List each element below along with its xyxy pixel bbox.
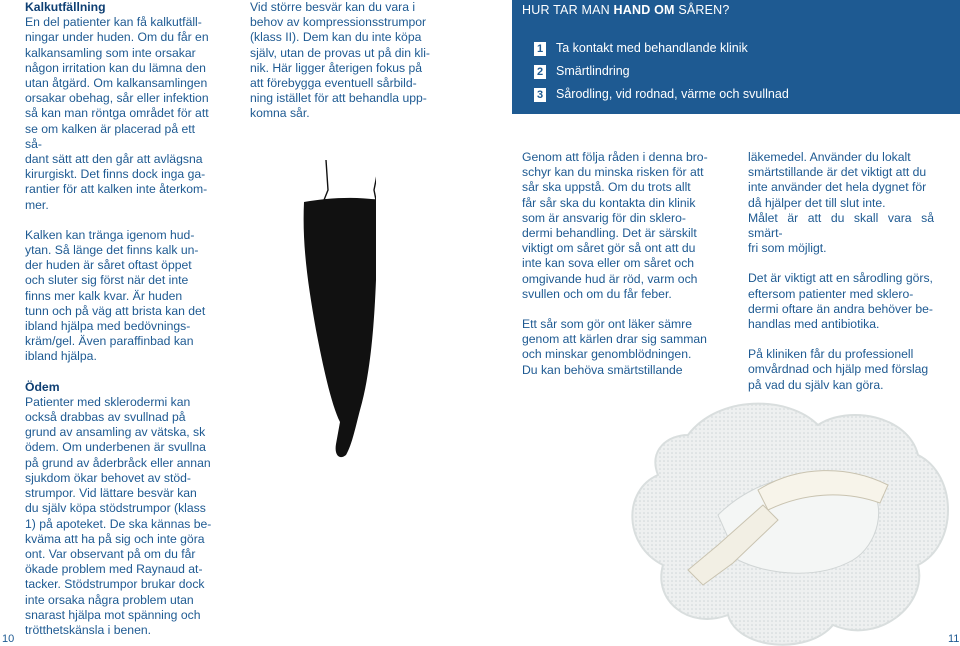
text-line: inte kan sova eller om såret och: [522, 256, 695, 271]
paragraph-rad: [522, 150, 712, 302]
text-line: (klass II). Dem kan du inte köpa: [250, 30, 422, 45]
paragraph-odem: [25, 395, 213, 638]
text-line: fri som möjligt.: [748, 241, 827, 256]
text-line: Genom att följa råden i denna bro-: [522, 150, 708, 164]
text-line: dermi behandling. Det är särskilt: [522, 226, 697, 241]
text-line: viktigt om såret gör så ont att du: [522, 241, 696, 256]
text-line: eftersom patienter med sklero-: [748, 286, 914, 301]
text-line: utan åtgärd. Om kalkansamlingen: [25, 76, 208, 91]
text-line: schyr kan du minska risken för att: [522, 165, 704, 180]
text-line: omvårdnad och hjälp med förslag: [748, 362, 929, 377]
column-right-1: [522, 150, 712, 378]
text-line: på grund av åderbråck eller annan: [25, 455, 211, 470]
text-line: Du kan behöva smärtstillande: [522, 362, 683, 377]
text-line: nik. Här ligger återigen fokus på: [250, 60, 423, 75]
text-line: du själv köpa stödstrumpor (klass: [25, 501, 206, 516]
text-line: Patienter med sklerodermi kan: [25, 394, 191, 409]
text-line: inte använder det hela dygnet för: [748, 180, 927, 195]
heading-kalkutfallning: Kalkutfällning: [25, 0, 106, 14]
text-line: På kliniken får du professionell: [748, 347, 914, 362]
paragraph-kalk-1: [25, 15, 213, 213]
text-line: sår ska uppstå. Om du trots allt: [522, 180, 691, 195]
text-line: finns mer kalk kvar. Är huden: [25, 288, 183, 303]
text-line: komna sår.: [250, 106, 310, 121]
paragraph-kliniken: [748, 347, 934, 393]
text-line: ökade problem med Raynaud at-: [25, 562, 203, 577]
text-line: ibland hjälpa.: [25, 349, 97, 364]
text-line: kväma att ha på sig och inte göra: [25, 531, 205, 546]
text-line: tacker. Stödstrumpor brukar dock: [25, 577, 205, 592]
paragraph-lakemedel: [748, 150, 934, 256]
text-line: ont. Var observant på om du får: [25, 546, 196, 561]
text-line: läkemedel. Använder du lokalt: [748, 150, 911, 164]
text-line: behov av kompressionsstrumpor: [250, 15, 427, 30]
text-line: kalkansamling som inte orsakar: [25, 45, 196, 60]
text-line: smärtstillande är det viktigt att du: [748, 165, 927, 180]
text-line: genom att kärlen drar sig samman: [522, 332, 707, 347]
text-line: Det är viktigt att en sårodling görs,: [748, 271, 933, 286]
text-line: som är ansvarig för din sklero-: [522, 210, 686, 225]
text-line: själv, utan de provas ut på din kli-: [250, 45, 430, 60]
text-line: strumpor. Vid lättare besvär kan: [25, 486, 197, 501]
text-line: någon irritation kan du lämna den: [25, 60, 206, 75]
text-line: ödem. Om underbenen är svullna: [25, 440, 206, 455]
text-line: Kalken kan tränga igenom hud-: [25, 227, 195, 242]
text-line: och sluter sig först när det inte: [25, 273, 189, 288]
text-line: så kan man röntga området för att: [25, 106, 209, 121]
column-right-2: [748, 150, 934, 393]
paragraph-kompression: [250, 0, 450, 122]
info-box-item-2: 2 Smärtlindring: [534, 63, 630, 79]
paragraph-sarodling: [748, 271, 934, 332]
text-line: dermi oftare än andra behöver be-: [748, 301, 933, 316]
info-box-title: HUR TAR MAN HAND OM SÅREN?: [522, 3, 730, 17]
text-line: ningar under huden. Om du får en: [25, 30, 209, 45]
page-number-left: 10: [2, 633, 15, 645]
text-line: och minskar genomblödningen.: [522, 347, 692, 362]
compression-stocking-image: [296, 160, 376, 460]
info-box-wound-care: [512, 0, 960, 114]
text-line: grund av ansamling av vätska, sk: [25, 425, 206, 440]
column-left-2: [250, 0, 450, 122]
text-line: se om kalken är placerad på ett så-: [25, 121, 196, 151]
text-line: inte orsaka några problem utan: [25, 592, 194, 607]
text-line: då hjälper det till slut inte.: [748, 195, 886, 210]
text-line: En del patienter kan få kalkutfäll-: [25, 15, 202, 30]
text-line: rantier för att kalken inte återkom-: [25, 182, 208, 197]
text-line: ibland hjälpa med bedövnings-: [25, 319, 191, 334]
info-box-item-3: 3 Sårodling, vid rodnad, värme och svullnad: [534, 86, 789, 102]
text-line: sjukdom ökar behovet av stöd-: [25, 470, 191, 485]
heading-odem: Ödem: [25, 379, 60, 394]
text-line: dant sätt att den går att avlägsna: [25, 152, 203, 167]
paragraph-kalk-2: [25, 228, 213, 365]
text-line: kirurgiskt. Det finns dock inga ga-: [25, 167, 206, 182]
page-number-right: 11: [948, 633, 960, 645]
text-line: trötthetskänsla i benen.: [25, 622, 152, 637]
text-line: kräm/gel. Även paraffinbad kan: [25, 334, 194, 349]
text-line: handlas med antibiotika.: [748, 317, 880, 332]
text-line: snarast hjälpa mot spänning och: [25, 607, 201, 622]
wound-dressing-patch-image: [618, 395, 960, 646]
text-line: Vid större besvär kan du vara i: [250, 0, 416, 14]
text-line: mer.: [25, 197, 49, 212]
text-line: der huden är såret oftast öppet: [25, 258, 192, 273]
text-line: ning istället för att behandla upp-: [250, 91, 427, 106]
text-line: 1) på apoteket. De ska kännas be-: [25, 516, 212, 531]
text-line: svullen och om du får feber.: [522, 286, 672, 301]
text-line: på vad du själv kan göra.: [748, 377, 884, 392]
info-box-item-1: 1 Ta kontakt med behandlande klinik: [534, 40, 748, 56]
text-line: också drabbas av svullnad på: [25, 410, 186, 425]
text-line: att förebygga eventuell sårbild-: [250, 76, 417, 91]
text-line: orsakar obehag, sår eller infektion: [25, 91, 209, 106]
text-line: Ett sår som gör ont läker sämre: [522, 317, 693, 332]
text-line: ytan. Så länge det finns kalk un-: [25, 243, 199, 258]
paragraph-smarta: [522, 317, 712, 378]
text-line: omgivande hud är röd, varm och: [522, 271, 698, 286]
text-line: får sår ska du kontakta din klinik: [522, 195, 696, 210]
column-left-1: [25, 0, 213, 638]
text-line: Målet är att du skall vara så smärt-: [748, 210, 934, 241]
text-line: tunn och på väg att brista kan det: [25, 303, 206, 318]
